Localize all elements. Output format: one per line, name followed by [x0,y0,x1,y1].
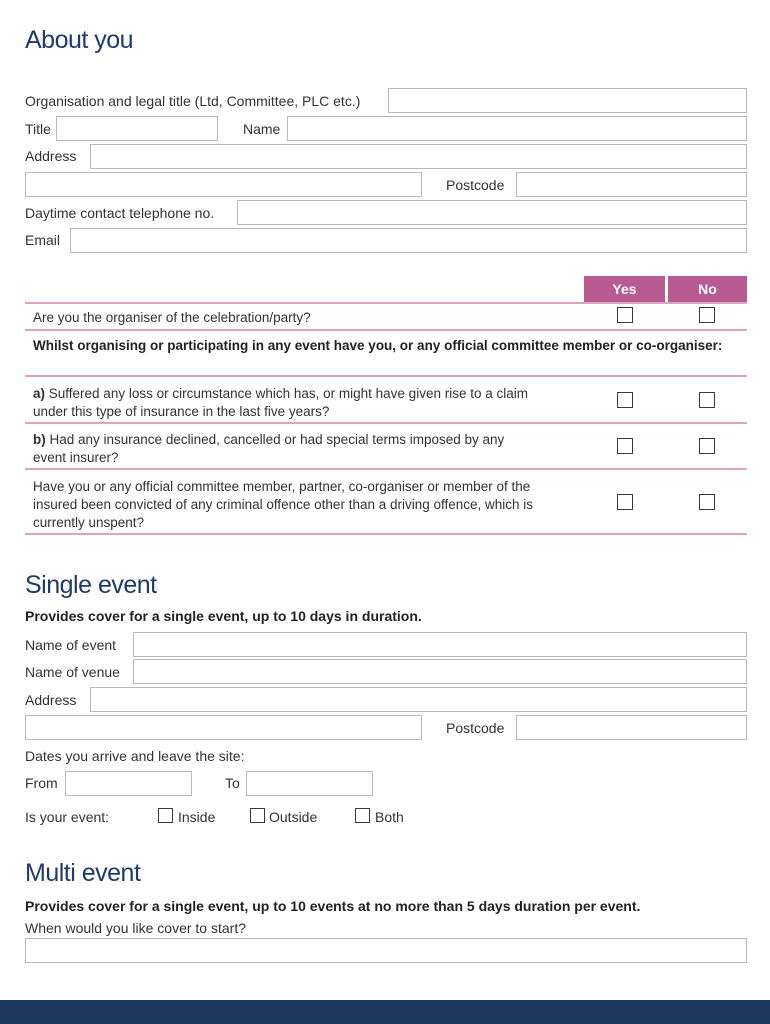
name-field[interactable] [287,116,747,141]
venue-name-label: Name of venue [25,664,120,680]
about-you-heading: About you [25,26,134,54]
phone-field[interactable] [237,200,747,225]
single-event-subtitle: Provides cover for a single event, up to 10 days in duration. [25,608,422,624]
question-a-text: Suffered any loss or circumstance which has, or might have given rise to a claim under this type of insurance in the last five years? [33,386,528,419]
postcode-field[interactable] [516,172,747,197]
table-divider [25,302,747,304]
from-date-field[interactable] [65,771,192,796]
outside-label: Outside [269,809,318,825]
question-b-yes-checkbox[interactable] [617,438,633,454]
address-field-line2[interactable] [25,172,422,197]
inside-label: Inside [178,809,216,825]
organiser-yes-checkbox[interactable] [617,307,633,323]
question-b-text: Had any insurance declined, cancelled or had special terms imposed by any event insurer? [33,432,505,465]
event-type-label: Is your event: [25,809,110,825]
venue-address-label: Address [25,692,77,708]
outside-checkbox[interactable] [250,808,265,823]
both-label: Both [375,809,404,825]
question-a-yes-checkbox[interactable] [617,392,633,408]
venue-address-field-line2[interactable] [25,715,422,740]
criminal-offence-yes-checkbox[interactable] [617,494,633,510]
address-label: Address [25,148,77,164]
organisation-label: Organisation and legal title (Ltd, Committee, PLC etc.) [25,93,361,109]
email-label: Email [25,232,61,248]
dates-label: Dates you arrive and leave the site: [25,748,245,764]
multi-event-heading: Multi event [25,859,141,887]
organisation-field[interactable] [388,88,747,113]
table-divider [25,468,747,470]
table-divider [25,375,747,377]
both-checkbox[interactable] [355,808,370,823]
venue-postcode-field[interactable] [516,715,747,740]
venue-postcode-label: Postcode [446,720,505,736]
venue-address-field-line1[interactable] [90,687,747,712]
name-label: Name [243,121,281,137]
organiser-no-checkbox[interactable] [699,307,715,323]
event-name-label: Name of event [25,637,117,653]
title-label: Title [25,121,51,137]
to-label: To [225,775,240,791]
cover-start-label: When would you like cover to start? [25,920,246,936]
table-divider [25,533,747,535]
question-a-prefix: a) [33,386,46,401]
question-criminal-offence: Have you or any official committee member, partner, co-organiser or member of the insured been convicted of any criminal offence other than a driving offence, which is currently unspent? [33,479,534,530]
question-b-prefix: b) [33,432,46,447]
table-divider [25,422,747,424]
address-field-line1[interactable] [90,144,747,169]
phone-label: Daytime contact telephone no. [25,205,215,221]
cover-start-field[interactable] [25,938,747,963]
yes-column-header: Yes [584,276,665,302]
inside-checkbox[interactable] [158,808,173,823]
postcode-label: Postcode [446,177,505,193]
no-column-header: No [668,276,747,302]
table-divider [25,329,747,331]
questions-intro: Whilst organising or participating in any event have you, or any official committee member or co-organiser: [33,338,723,353]
to-date-field[interactable] [246,771,373,796]
single-event-heading: Single event [25,571,157,599]
question-a [33,385,533,421]
question-organiser: Are you the organiser of the celebration/party? [33,310,311,325]
criminal-offence-no-checkbox[interactable] [699,494,715,510]
title-field[interactable] [56,116,218,141]
venue-name-field[interactable] [133,659,747,684]
question-a-no-checkbox[interactable] [699,392,715,408]
multi-event-subtitle: Provides cover for a single event, up to 10 events at no more than 5 days duration per event. [25,898,641,914]
event-name-field[interactable] [133,632,747,657]
from-label: From [25,775,58,791]
footer-bar [0,1000,770,1024]
question-b-no-checkbox[interactable] [699,438,715,454]
question-b [33,431,533,467]
email-field[interactable] [70,228,747,253]
